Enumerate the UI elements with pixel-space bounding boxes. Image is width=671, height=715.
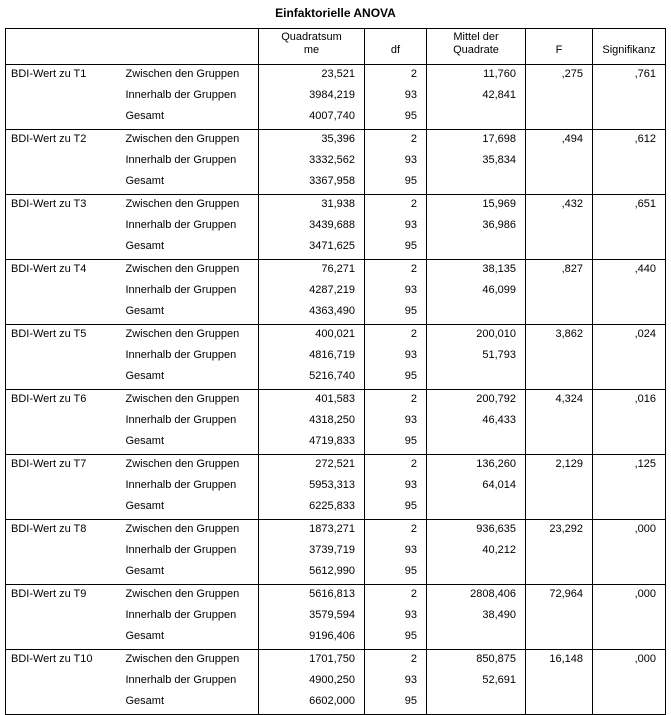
table-row xyxy=(6,108,666,130)
header-df: df xyxy=(365,29,427,65)
df-cell: 95 xyxy=(365,693,427,715)
table-row xyxy=(6,433,666,455)
sum-of-squares-cell: 31,938 xyxy=(259,195,365,218)
header-row xyxy=(6,29,666,65)
f-cell xyxy=(526,498,593,520)
significance-cell xyxy=(593,303,666,325)
source-label: Zwischen den Gruppen xyxy=(125,458,240,470)
table-row xyxy=(6,260,666,283)
source-label: Zwischen den Gruppen xyxy=(125,588,240,600)
significance-cell xyxy=(593,412,666,433)
significance-cell xyxy=(593,368,666,390)
f-cell xyxy=(526,672,593,693)
df-cell: 93 xyxy=(365,672,427,693)
sum-of-squares-cell: 1701,750 xyxy=(259,650,365,673)
table-row xyxy=(6,87,666,108)
source-label: Innerhalb der Gruppen xyxy=(125,674,237,686)
significance-cell xyxy=(593,693,666,715)
sum-of-squares-cell: 400,021 xyxy=(259,325,365,348)
f-cell xyxy=(526,412,593,433)
f-cell: ,432 xyxy=(526,195,593,218)
variable-label-empty xyxy=(6,693,119,715)
sum-of-squares-cell: 3984,219 xyxy=(259,87,365,108)
source-label: Zwischen den Gruppen xyxy=(125,393,240,405)
mean-square-cell: 46,433 xyxy=(427,412,526,433)
f-cell xyxy=(526,368,593,390)
variable-label-empty xyxy=(6,563,119,585)
sum-of-squares-cell: 4363,490 xyxy=(259,303,365,325)
significance-cell: ,024 xyxy=(593,325,666,348)
df-cell: 2 xyxy=(365,195,427,218)
variable-label-empty xyxy=(6,217,119,238)
f-cell: 4,324 xyxy=(526,390,593,413)
f-cell xyxy=(526,477,593,498)
source-label: Gesamt xyxy=(119,628,259,650)
significance-cell xyxy=(593,433,666,455)
f-cell xyxy=(526,347,593,368)
sum-of-squares-cell: 4318,250 xyxy=(259,412,365,433)
source-label: Zwischen den Gruppen xyxy=(125,133,240,145)
df-cell: 95 xyxy=(365,108,427,130)
variable-label-empty xyxy=(6,412,119,433)
df-cell: 95 xyxy=(365,498,427,520)
df-cell: 93 xyxy=(365,542,427,563)
significance-cell xyxy=(593,542,666,563)
variable-label-empty xyxy=(6,303,119,325)
table-row xyxy=(6,628,666,650)
sum-of-squares-cell: 6602,000 xyxy=(259,693,365,715)
sum-of-squares-cell: 4719,833 xyxy=(259,433,365,455)
df-cell: 2 xyxy=(365,585,427,608)
df-cell: 95 xyxy=(365,238,427,260)
sum-of-squares-cell: 4816,719 xyxy=(259,347,365,368)
variable-label-empty xyxy=(6,542,119,563)
variable-label-empty xyxy=(6,87,119,108)
df-cell: 93 xyxy=(365,217,427,238)
significance-cell xyxy=(593,108,666,130)
source-label: Zwischen den Gruppen xyxy=(125,328,240,340)
df-cell: 93 xyxy=(365,477,427,498)
f-cell xyxy=(526,628,593,650)
anova-table xyxy=(5,28,666,715)
source-label: Innerhalb der Gruppen xyxy=(125,154,237,166)
significance-cell: ,440 xyxy=(593,260,666,283)
sum-of-squares-cell: 3739,719 xyxy=(259,542,365,563)
df-cell: 95 xyxy=(365,563,427,585)
table-title: Einfaktorielle ANOVA xyxy=(275,6,396,20)
source-label: Gesamt xyxy=(119,433,259,455)
table-row xyxy=(6,455,666,478)
sum-of-squares-cell: 3439,688 xyxy=(259,217,365,238)
df-cell: 2 xyxy=(365,65,427,88)
df-cell: 93 xyxy=(365,607,427,628)
significance-cell: ,761 xyxy=(593,65,666,88)
significance-cell xyxy=(593,238,666,260)
mean-square-cell xyxy=(427,368,526,390)
table-row xyxy=(6,585,666,608)
mean-square-cell: 17,698 xyxy=(427,130,526,153)
source-label: Gesamt xyxy=(119,108,259,130)
source-label: Gesamt xyxy=(119,498,259,520)
mean-square-cell: 46,099 xyxy=(427,282,526,303)
f-cell: 2,129 xyxy=(526,455,593,478)
anova-body xyxy=(6,65,666,715)
significance-cell: ,000 xyxy=(593,650,666,673)
sum-of-squares-cell: 5616,813 xyxy=(259,585,365,608)
variable-label-empty xyxy=(6,282,119,303)
source-label: Gesamt xyxy=(119,303,259,325)
source-label: Gesamt xyxy=(119,238,259,260)
significance-cell: ,000 xyxy=(593,520,666,543)
mean-square-cell: 200,792 xyxy=(427,390,526,413)
sum-of-squares-cell: 35,396 xyxy=(259,130,365,153)
mean-square-cell: 850,875 xyxy=(427,650,526,673)
f-cell xyxy=(526,303,593,325)
table-row xyxy=(6,173,666,195)
variable-label-empty xyxy=(6,368,119,390)
header-sum-of-squares-line2: me xyxy=(303,44,320,56)
significance-cell xyxy=(593,477,666,498)
table-row xyxy=(6,477,666,498)
mean-square-cell: 136,260 xyxy=(427,455,526,478)
table-row xyxy=(6,130,666,153)
source-label: Innerhalb der Gruppen xyxy=(125,89,237,101)
source-label: Zwischen den Gruppen xyxy=(125,523,240,535)
source-label: Zwischen den Gruppen xyxy=(125,653,240,665)
header-significance: Signifikanz xyxy=(593,29,666,65)
df-cell: 93 xyxy=(365,282,427,303)
mean-square-cell: 38,490 xyxy=(427,607,526,628)
sum-of-squares-cell: 1873,271 xyxy=(259,520,365,543)
mean-square-cell: 2808,406 xyxy=(427,585,526,608)
variable-label: BDI-Wert zu T8 xyxy=(6,520,119,543)
mean-square-cell xyxy=(427,303,526,325)
significance-cell: ,000 xyxy=(593,585,666,608)
df-cell: 93 xyxy=(365,412,427,433)
f-cell xyxy=(526,87,593,108)
f-cell xyxy=(526,563,593,585)
source-label: Gesamt xyxy=(119,563,259,585)
df-cell: 2 xyxy=(365,455,427,478)
f-cell: 23,292 xyxy=(526,520,593,543)
variable-label-empty xyxy=(6,607,119,628)
df-cell: 95 xyxy=(365,628,427,650)
df-cell: 2 xyxy=(365,520,427,543)
significance-cell xyxy=(593,563,666,585)
sum-of-squares-cell: 5953,313 xyxy=(259,477,365,498)
sum-of-squares-cell: 5216,740 xyxy=(259,368,365,390)
significance-cell: ,612 xyxy=(593,130,666,153)
source-label: Innerhalb der Gruppen xyxy=(125,609,237,621)
source-label: Innerhalb der Gruppen xyxy=(125,414,237,426)
mean-square-cell: 40,212 xyxy=(427,542,526,563)
variable-label-empty xyxy=(6,108,119,130)
mean-square-cell xyxy=(427,108,526,130)
mean-square-cell: 36,986 xyxy=(427,217,526,238)
source-label: Zwischen den Gruppen xyxy=(125,198,240,210)
table-row xyxy=(6,412,666,433)
df-cell: 95 xyxy=(365,303,427,325)
variable-label-empty xyxy=(6,433,119,455)
f-cell: ,275 xyxy=(526,65,593,88)
source-label: Innerhalb der Gruppen xyxy=(125,219,237,231)
sum-of-squares-cell: 23,521 xyxy=(259,65,365,88)
sum-of-squares-cell: 401,583 xyxy=(259,390,365,413)
table-row xyxy=(6,65,666,88)
sum-of-squares-cell: 3471,625 xyxy=(259,238,365,260)
mean-square-cell: 64,014 xyxy=(427,477,526,498)
variable-label: BDI-Wert zu T2 xyxy=(6,130,119,153)
variable-label-empty xyxy=(6,672,119,693)
f-cell xyxy=(526,173,593,195)
table-row xyxy=(6,390,666,413)
variable-label-empty xyxy=(6,347,119,368)
table-row xyxy=(6,650,666,673)
f-cell xyxy=(526,238,593,260)
sum-of-squares-cell: 4287,219 xyxy=(259,282,365,303)
source-label: Innerhalb der Gruppen xyxy=(125,544,237,556)
source-label: Innerhalb der Gruppen xyxy=(125,284,237,296)
variable-label-empty xyxy=(6,238,119,260)
mean-square-cell: 52,691 xyxy=(427,672,526,693)
significance-cell xyxy=(593,498,666,520)
df-cell: 2 xyxy=(365,390,427,413)
variable-label-empty xyxy=(6,173,119,195)
mean-square-cell: 42,841 xyxy=(427,87,526,108)
f-cell xyxy=(526,217,593,238)
sum-of-squares-cell: 6225,833 xyxy=(259,498,365,520)
df-cell: 93 xyxy=(365,87,427,108)
df-cell: 2 xyxy=(365,650,427,673)
significance-cell xyxy=(593,347,666,368)
significance-cell xyxy=(593,87,666,108)
df-cell: 2 xyxy=(365,260,427,283)
f-cell xyxy=(526,282,593,303)
mean-square-cell: 35,834 xyxy=(427,152,526,173)
df-cell: 95 xyxy=(365,368,427,390)
source-label: Gesamt xyxy=(119,368,259,390)
variable-label-empty xyxy=(6,628,119,650)
f-cell: 3,862 xyxy=(526,325,593,348)
variable-label-empty xyxy=(6,498,119,520)
significance-cell xyxy=(593,217,666,238)
mean-square-cell xyxy=(427,238,526,260)
table-row xyxy=(6,672,666,693)
sum-of-squares-cell: 3579,594 xyxy=(259,607,365,628)
f-cell: 16,148 xyxy=(526,650,593,673)
mean-square-cell xyxy=(427,433,526,455)
table-row xyxy=(6,542,666,563)
f-cell xyxy=(526,607,593,628)
table-row xyxy=(6,195,666,218)
table-row xyxy=(6,238,666,260)
source-label: Innerhalb der Gruppen xyxy=(125,479,237,491)
table-row xyxy=(6,520,666,543)
mean-square-cell xyxy=(427,693,526,715)
f-cell xyxy=(526,152,593,173)
sum-of-squares-cell: 3332,562 xyxy=(259,152,365,173)
sum-of-squares-cell: 76,271 xyxy=(259,260,365,283)
sum-of-squares-cell: 272,521 xyxy=(259,455,365,478)
sum-of-squares-cell: 9196,406 xyxy=(259,628,365,650)
significance-cell xyxy=(593,282,666,303)
header-mean-square xyxy=(427,29,526,65)
header-stub xyxy=(6,29,259,65)
mean-square-cell xyxy=(427,173,526,195)
header-sum-of-squares-line1: Quadratsum xyxy=(281,31,342,43)
significance-cell xyxy=(593,628,666,650)
header-sum-of-squares xyxy=(259,29,365,65)
variable-label: BDI-Wert zu T6 xyxy=(6,390,119,413)
sum-of-squares-cell: 4007,740 xyxy=(259,108,365,130)
variable-label: BDI-Wert zu T9 xyxy=(6,585,119,608)
mean-square-cell xyxy=(427,498,526,520)
source-label: Zwischen den Gruppen xyxy=(125,263,240,275)
significance-cell xyxy=(593,672,666,693)
variable-label: BDI-Wert zu T5 xyxy=(6,325,119,348)
table-row xyxy=(6,498,666,520)
mean-square-cell: 38,135 xyxy=(427,260,526,283)
mean-square-cell xyxy=(427,628,526,650)
df-cell: 2 xyxy=(365,130,427,153)
mean-square-cell: 15,969 xyxy=(427,195,526,218)
table-row xyxy=(6,368,666,390)
sum-of-squares-cell: 3367,958 xyxy=(259,173,365,195)
table-row xyxy=(6,347,666,368)
f-cell: ,494 xyxy=(526,130,593,153)
f-cell: ,827 xyxy=(526,260,593,283)
significance-cell: ,651 xyxy=(593,195,666,218)
variable-label-empty xyxy=(6,477,119,498)
mean-square-cell: 51,793 xyxy=(427,347,526,368)
header-f: F xyxy=(526,29,593,65)
variable-label: BDI-Wert zu T10 xyxy=(6,650,119,673)
table-row xyxy=(6,563,666,585)
variable-label: BDI-Wert zu T7 xyxy=(6,455,119,478)
f-cell xyxy=(526,542,593,563)
variable-label: BDI-Wert zu T3 xyxy=(6,195,119,218)
sum-of-squares-cell: 5612,990 xyxy=(259,563,365,585)
table-row xyxy=(6,303,666,325)
table-row xyxy=(6,325,666,348)
source-label: Zwischen den Gruppen xyxy=(125,68,240,80)
variable-label-empty xyxy=(6,152,119,173)
table-row xyxy=(6,607,666,628)
mean-square-cell: 936,635 xyxy=(427,520,526,543)
mean-square-cell xyxy=(427,563,526,585)
df-cell: 93 xyxy=(365,347,427,368)
f-cell xyxy=(526,433,593,455)
table-row xyxy=(6,693,666,715)
mean-square-cell: 200,010 xyxy=(427,325,526,348)
significance-cell: ,016 xyxy=(593,390,666,413)
mean-square-cell: 11,760 xyxy=(427,65,526,88)
sum-of-squares-cell: 4900,250 xyxy=(259,672,365,693)
source-label: Innerhalb der Gruppen xyxy=(125,349,237,361)
f-cell: 72,964 xyxy=(526,585,593,608)
significance-cell xyxy=(593,173,666,195)
header-mean-square-line2: Quadrate xyxy=(453,44,499,56)
table-row xyxy=(6,217,666,238)
significance-cell xyxy=(593,152,666,173)
table-row xyxy=(6,282,666,303)
f-cell xyxy=(526,693,593,715)
variable-label: BDI-Wert zu T4 xyxy=(6,260,119,283)
df-cell: 2 xyxy=(365,325,427,348)
source-label: Gesamt xyxy=(119,693,259,715)
df-cell: 93 xyxy=(365,152,427,173)
header-mean-square-line1: Mittel der xyxy=(453,31,499,43)
df-cell: 95 xyxy=(365,173,427,195)
significance-cell xyxy=(593,607,666,628)
source-label: Gesamt xyxy=(119,173,259,195)
f-cell xyxy=(526,108,593,130)
table-row xyxy=(6,152,666,173)
df-cell: 95 xyxy=(365,433,427,455)
variable-label: BDI-Wert zu T1 xyxy=(6,65,119,88)
significance-cell: ,125 xyxy=(593,455,666,478)
